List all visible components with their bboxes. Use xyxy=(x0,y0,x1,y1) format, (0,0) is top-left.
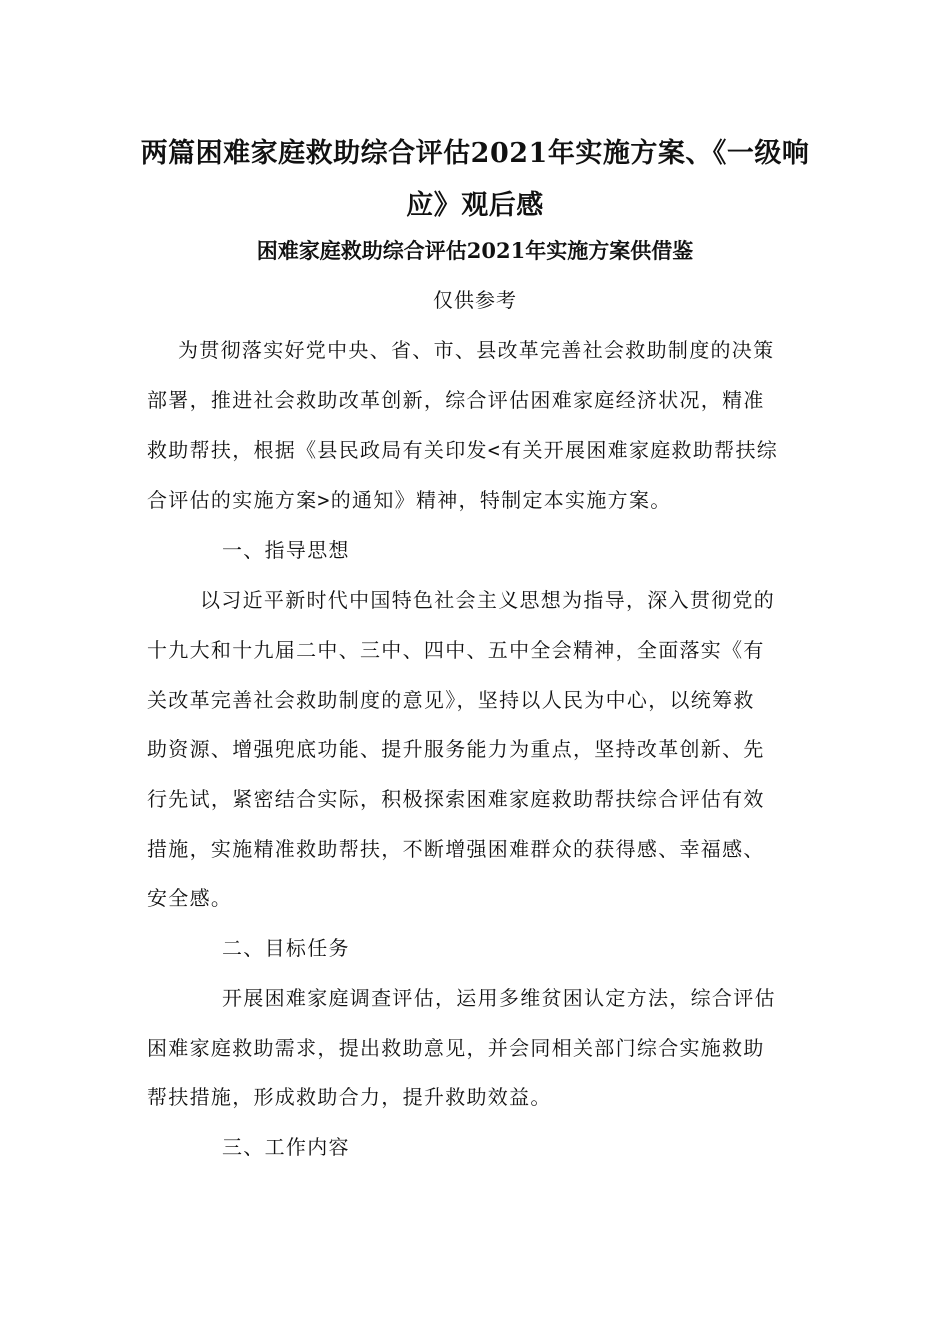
section2-line: 帮扶措施，形成救助合力，提升救助效益。 xyxy=(147,1085,552,1109)
intro-line: 救助帮扶，根据《县民政局有关印发<有关开展困难家庭救助帮扶综 xyxy=(147,438,779,462)
section2-line: 开展困难家庭调查评估，运用多维贫困认定方法，综合评估 xyxy=(222,986,776,1010)
section1-line: 十九大和十九届二中、三中、四中、五中全会精神，全面落实《有 xyxy=(147,638,765,662)
section-heading-work-content: 三、工作内容 xyxy=(222,1135,350,1159)
document-subtitle: 困难家庭救助综合评估2021年实施方案供借鉴 xyxy=(256,238,694,263)
intro-line: 为贯彻落实好党中央、省、市、县改革完善社会救助制度的决策 xyxy=(178,338,775,362)
document-title-line-2: 应》观后感 xyxy=(406,190,544,221)
section1-line: 关改革完善社会救助制度的意见》，坚持以人民为中心，以统筹救 xyxy=(147,688,755,712)
intro-line: 合评估的实施方案>的通知》精神，特制定本实施方案。 xyxy=(147,488,672,512)
intro-line: 部署，推进社会救助改革创新，综合评估困难家庭经济状况，精准 xyxy=(147,388,765,412)
section1-line: 以习近平新时代中国特色社会主义思想为指导，深入贯彻党的 xyxy=(200,588,776,612)
section1-line: 措施，实施精准救助帮扶，不断增强困难群众的获得感、幸福感、 xyxy=(147,837,765,861)
section2-line: 困难家庭救助需求，提出救助意见，并会同相关部门综合实施救助 xyxy=(147,1036,765,1060)
section1-line: 安全感。 xyxy=(147,886,233,910)
section-heading-objectives: 二、目标任务 xyxy=(222,936,350,960)
section1-line: 行先试，紧密结合实际，积极探索困难家庭救助帮扶综合评估有效 xyxy=(147,787,765,811)
section1-line: 助资源、增强兜底功能、提升服务能力为重点，坚持改革创新、先 xyxy=(147,737,765,761)
reference-note: 仅供参考 xyxy=(433,288,517,312)
document-title-line-1: 两篇困难家庭救助综合评估2021年实施方案、《一级响 xyxy=(140,138,810,169)
section-heading-guiding-ideology: 一、指导思想 xyxy=(222,538,350,562)
